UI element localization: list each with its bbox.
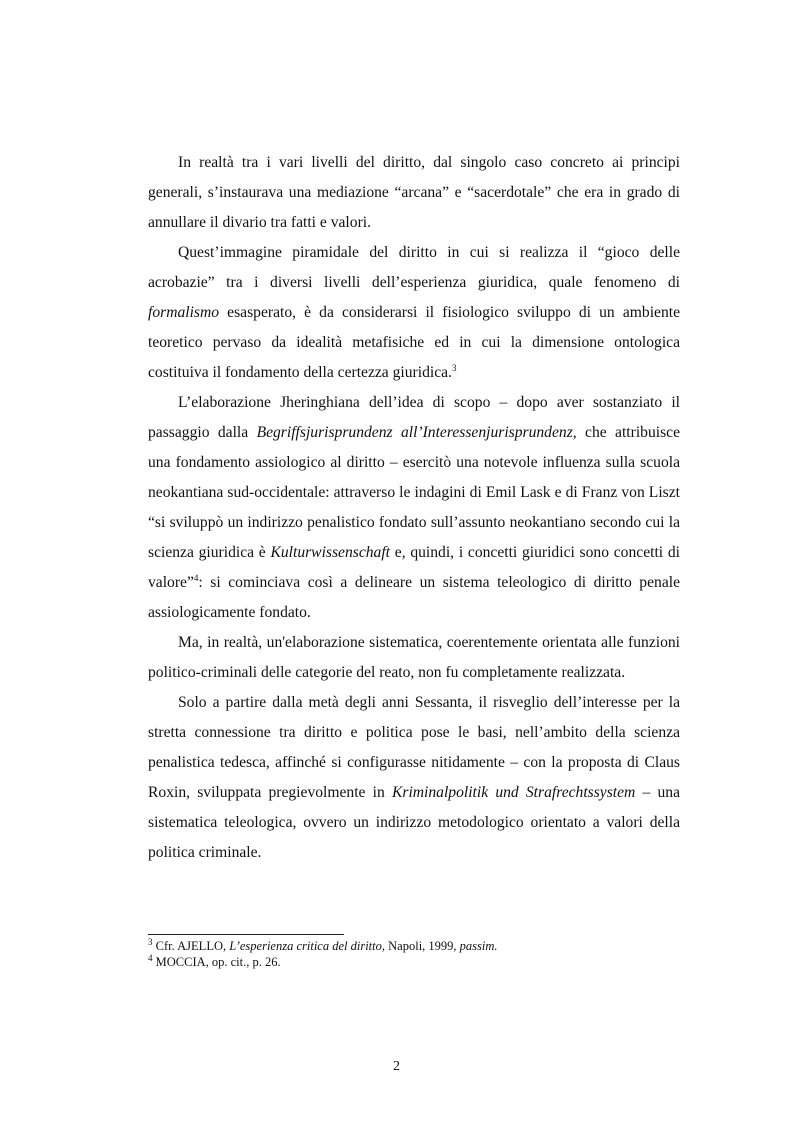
- footnote-number: 4: [148, 952, 153, 963]
- footnote-3: $^3$ Cfr. AJELLO, L’esperienza critica del diritto, Napoli, 1999, passim.: [148, 936, 498, 953]
- footnote-ref-4[interactable]: 4: [193, 572, 199, 583]
- footnote-4: $^4$ MOCCIA, op. cit., p. 26.: [148, 952, 281, 969]
- paragraph-1: In realtà tra i vari livelli del diritto, dal singolo caso concreto ai principi generali, s’instaurava una mediazione “arcana” e “sacerdotale” che era in grado di annullare il divario tra fatti e valori.: [148, 154, 680, 231]
- emphasis-kriminalpolitik: Kriminalpolitik und Strafrechtssystem: [391, 784, 636, 801]
- paragraph-2: Quest’immagine piramidale del diritto in cui si realizza il “gioco delle acrobazie” tra i diversi livelli dell’esperienza giuridica, quale fenomeno di formalismo esasperato, è da considerarsi il fisiologico sviluppo di un ambiente teoretico pervaso da idealità metafisiche ed in cui la dimensione ontologica costituiva il fondamento della certezza giuridica.$^3$: [148, 244, 680, 381]
- page-number: 2: [393, 1059, 400, 1074]
- footnote-ref-3[interactable]: 3: [451, 362, 457, 373]
- footnote-divider: [148, 934, 344, 935]
- paragraph-5: Solo a partire dalla metà degli anni Sessanta, il risveglio dell’interesse per la stretta connessione tra diritto e politica pose le basi, nell’ambito della scienza penalistica tedesca, affinché si configurasse nitidamente – con la proposta di Claus Roxin, sviluppata pregievolmente in Kriminalpolitik und Strafrechtssystem – una sistematica teleologica, ovvero un indirizzo metodologico orientato a valori della politica criminale.: [148, 694, 680, 861]
- emphasis-formalismo: formalismo: [148, 304, 220, 321]
- paragraph-3: L’elaborazione Jheringhiana dell’idea di scopo – dopo aver sostanziato il passaggio dalla Begriffsjurisprundenz all’Interessenjurisprundenz, che attribuisce una fondamento assiologico al diritto – esercitò una notevole influenza sulla scuola neokantiana sud-occidentale: attraverso le indagini di Emil Lask e di Franz von Liszt “si sviluppò un indirizzo penalistico fondato sull’assunto neokantiano secondo cui la scienza giuridica è Kulturwissenschaft e, quindi, i concetti giuridici sono concetti di valore”$^4$: si cominciava così a delineare un sistema teleologico di diritto penale assiologicamente fondato.: [148, 394, 681, 621]
- emphasis-kulturwissenschaft: Kulturwissenschaft: [270, 544, 391, 561]
- emphasis-begriffsjurisprudenz: Begriffsjurisprundenz all’Interessenjurisprundenz,: [256, 424, 577, 441]
- paragraph-4: Ma, in realtà, un'elaborazione sistematica, coerentemente orientata alle funzioni politico-criminali delle categorie del reato, non fu completamente realizzata.: [148, 634, 680, 681]
- body-text: [148, 148, 680, 868]
- footnotes: [148, 938, 680, 970]
- footnote-number: 3: [148, 936, 153, 947]
